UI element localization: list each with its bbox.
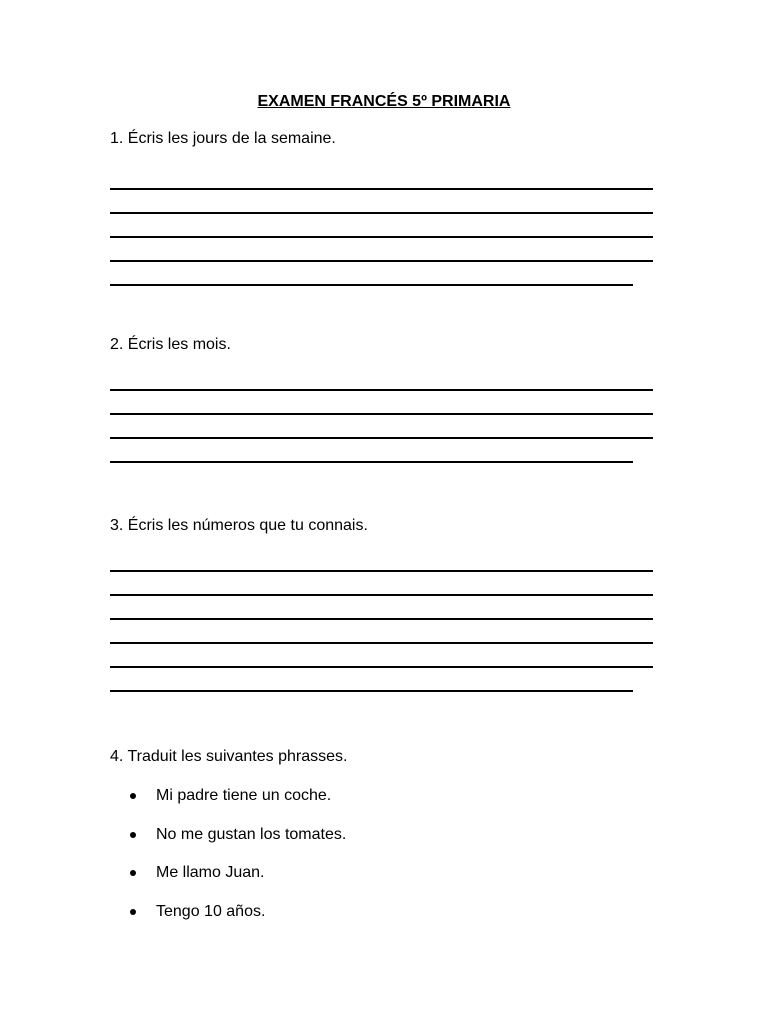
- sentence-list: [130, 784, 346, 939]
- question-3-label: 3. Écris les números que tu connais.: [110, 517, 368, 534]
- answer-line[interactable]: [110, 262, 633, 286]
- answer-line[interactable]: [110, 572, 653, 596]
- sentence-text: Me llamo Juan.: [156, 864, 265, 882]
- answer-lines-q3: [110, 548, 653, 692]
- answer-line[interactable]: [110, 644, 653, 668]
- answer-line[interactable]: [110, 367, 653, 391]
- answer-line[interactable]: [110, 214, 653, 238]
- list-item: [130, 900, 346, 939]
- answer-line[interactable]: [110, 190, 653, 214]
- answer-line[interactable]: [110, 596, 653, 620]
- answer-lines-q1: [110, 166, 653, 286]
- bullet-icon: [130, 870, 136, 876]
- list-item: [130, 784, 346, 823]
- sentence-text: Tengo 10 años.: [156, 903, 266, 921]
- bullet-icon: [130, 793, 136, 799]
- answer-line[interactable]: [110, 439, 633, 463]
- question-1-label: 1. Écris les jours de la semaine.: [110, 130, 336, 147]
- sentence-text: Mi padre tiene un coche.: [156, 787, 332, 804]
- sentence-text: No me gustan los tomates.: [156, 825, 347, 843]
- question-4-label: 4. Traduit les suivantes phrasses.: [110, 748, 348, 765]
- question-2-label: 2. Écris les mois.: [110, 336, 231, 353]
- exam-title: EXAMEN FRANCÉS 5º PRIMARIA: [257, 93, 511, 110]
- answer-line[interactable]: [110, 668, 633, 692]
- bullet-icon: [130, 832, 136, 838]
- bullet-icon: [130, 909, 136, 915]
- answer-line[interactable]: [110, 166, 653, 190]
- answer-line[interactable]: [110, 391, 653, 415]
- answer-line[interactable]: [110, 620, 653, 644]
- answer-lines-q2: [110, 367, 653, 463]
- answer-line[interactable]: [110, 548, 653, 572]
- answer-line[interactable]: [110, 415, 653, 439]
- list-item: [130, 823, 346, 862]
- answer-line[interactable]: [110, 238, 653, 262]
- list-item: [130, 861, 346, 900]
